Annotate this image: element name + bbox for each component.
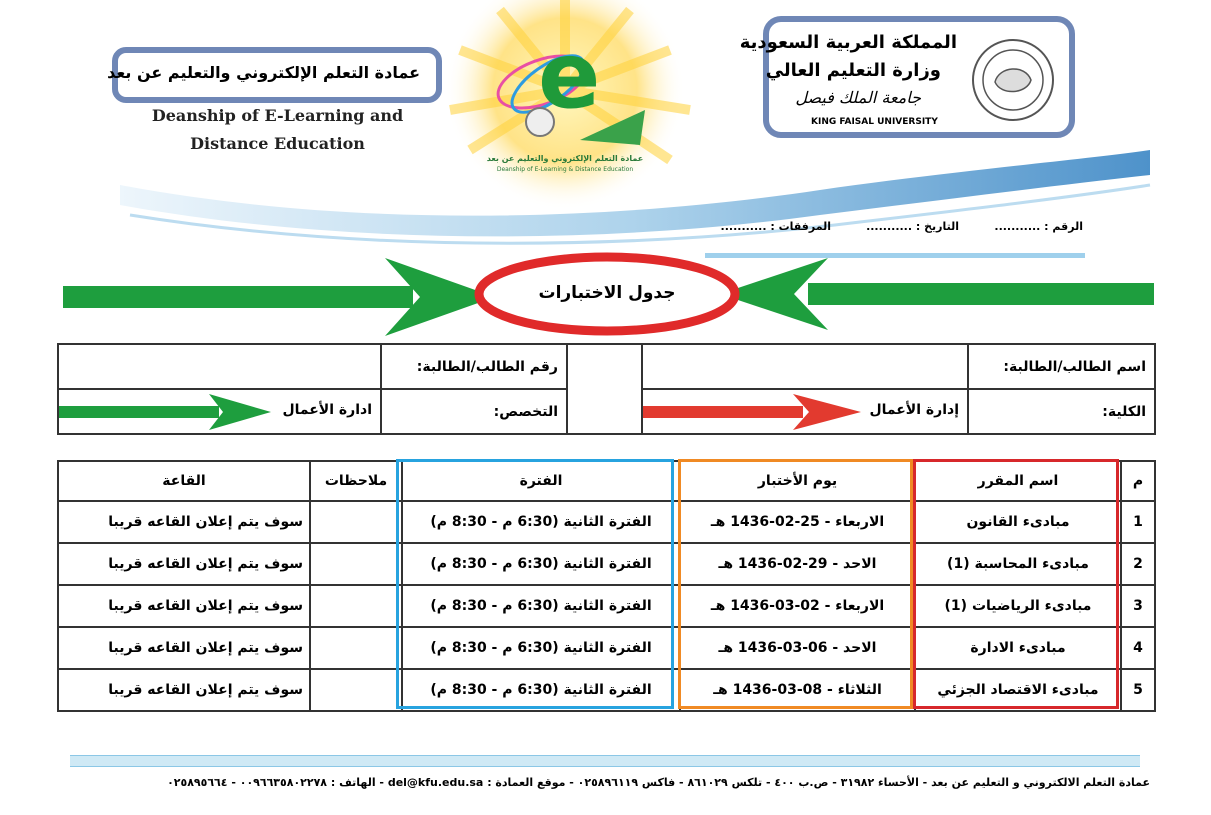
row-notes xyxy=(310,543,402,585)
header-period: الفترة xyxy=(402,461,680,501)
course-column-frame xyxy=(913,459,1119,709)
spacer-cell-2 xyxy=(567,389,642,434)
row-hall: سوف يتم إعلان القاعه قريبا xyxy=(58,543,310,585)
logo-letter: e xyxy=(538,22,601,129)
row-hall: سوف يتم إعلان القاعه قريبا xyxy=(58,585,310,627)
right-arrow-icon xyxy=(720,258,1154,330)
ministry-header-box xyxy=(739,16,1075,138)
elearning-logo xyxy=(470,22,660,180)
date-field: التاريخ : ........... xyxy=(866,220,959,233)
header-notes: ملاحظات xyxy=(310,461,402,501)
row-hall: سوف يتم إعلان القاعه قريبا xyxy=(58,627,310,669)
row-course: مبادىء الاقتصاد الجزئي xyxy=(915,669,1121,711)
deanship-header-box xyxy=(107,47,442,103)
row-notes xyxy=(310,627,402,669)
college-value-cell xyxy=(642,389,968,434)
student-id-value xyxy=(58,344,381,389)
header-num: م xyxy=(1121,461,1155,501)
period-column-frame xyxy=(396,459,674,709)
deanship-name-en-line1: Deanship of E-Learning and xyxy=(151,106,404,125)
row-period: الفترة الثانية (6:30 م - 8:30 م) xyxy=(402,501,680,543)
row-period: الفترة الثانية (6:30 م - 8:30 م) xyxy=(402,585,680,627)
row-notes xyxy=(310,669,402,711)
row-period: الفترة الثانية (6:30 م - 8:30 م) xyxy=(402,669,680,711)
university-name-ar: جامعة الملك فيصل xyxy=(795,88,921,107)
row-course: مبادىء القانون xyxy=(915,501,1121,543)
left-arrow-icon xyxy=(63,258,495,336)
college-label: الكلية: xyxy=(968,389,1155,434)
college-value: إدارة الأعمال xyxy=(869,402,959,418)
header-hall: القاعة xyxy=(58,461,310,501)
row-hall: سوف يتم إعلان القاعه قريبا xyxy=(58,669,310,711)
row-day: الاحد - 06-03-1436 هـ xyxy=(680,627,915,669)
row-notes xyxy=(310,501,402,543)
row-day: الثلاثاء - 08-03-1436 هـ xyxy=(680,669,915,711)
row-num: 3 xyxy=(1121,585,1155,627)
row-course: مبادىء الرياضيات (1) xyxy=(915,585,1121,627)
logo-caption-en: Deanship of E-Learning & Distance Education xyxy=(496,166,634,173)
row-course: مبادىء الادارة xyxy=(915,627,1121,669)
row-num: 5 xyxy=(1121,669,1155,711)
footer-divider xyxy=(70,755,1140,767)
row-day: الاربعاء - 25-02-1436 هـ xyxy=(680,501,915,543)
header-course: اسم المقرر xyxy=(915,461,1121,501)
student-id-label: رقم الطالب/الطالبة: xyxy=(381,344,567,389)
row-num: 2 xyxy=(1121,543,1155,585)
footer-contact: عمادة التعلم الالكتروني و التعليم عن بعد - الأحساء ٣١٩٨٢ - ص.ب ٤٠٠ - تلكس ٨٦١٠٢٩ - فاكس ٠٢٥٨٩٦١١٩ - موقع العمادة : del@kfu.edu.sa - الهاتف : ٠٠٩٦٦٣٥٨٠٢٢٧٨ - ٠٢٥٨٩٥٦٦٤ xyxy=(167,776,1150,789)
row-num: 1 xyxy=(1121,501,1155,543)
country-name: المملكة العربية السعودية xyxy=(739,32,957,53)
number-field: الرقم : ........... xyxy=(994,220,1083,233)
header-day: يوم الأختبار xyxy=(680,461,915,501)
ministry-name: وزارة التعليم العالي xyxy=(765,60,941,81)
row-day: الاحد - 29-02-1436 هـ xyxy=(680,543,915,585)
major-value: ادارة الأعمال xyxy=(282,402,372,418)
row-period: الفترة الثانية (6:30 م - 8:30 م) xyxy=(402,627,680,669)
page-title: جدول الاختبارات xyxy=(538,283,676,303)
day-column-frame xyxy=(678,459,913,709)
green-arrow-icon xyxy=(59,394,274,430)
attachments-field: المرفقات : ........... xyxy=(720,220,831,233)
row-num: 4 xyxy=(1121,627,1155,669)
student-info-table xyxy=(57,343,1156,435)
student-name-value xyxy=(642,344,968,389)
deanship-name-ar: عمادة التعلم الإلكتروني والتعليم عن بعد xyxy=(107,63,420,82)
major-value-cell xyxy=(58,389,381,434)
row-day: الاربعاء - 02-03-1436 هـ xyxy=(680,585,915,627)
deanship-name-en-line2: Distance Education xyxy=(190,134,365,153)
university-seal-icon xyxy=(969,36,1057,124)
student-name-label: اسم الطالب/الطالبة: xyxy=(968,344,1155,389)
logo-caption-ar: عمادة التعلم الإلكتروني والتعليم عن بعد xyxy=(486,154,644,163)
row-notes xyxy=(310,585,402,627)
major-label: التخصص: xyxy=(381,389,567,434)
row-period: الفترة الثانية (6:30 م - 8:30 م) xyxy=(402,543,680,585)
row-course: مبادىء المحاسبة (1) xyxy=(915,543,1121,585)
red-arrow-icon xyxy=(643,394,863,430)
spacer-cell xyxy=(567,344,642,389)
university-name-en: KING FAISAL UNIVERSITY xyxy=(811,117,938,127)
row-hall: سوف يتم إعلان القاعه قريبا xyxy=(58,501,310,543)
